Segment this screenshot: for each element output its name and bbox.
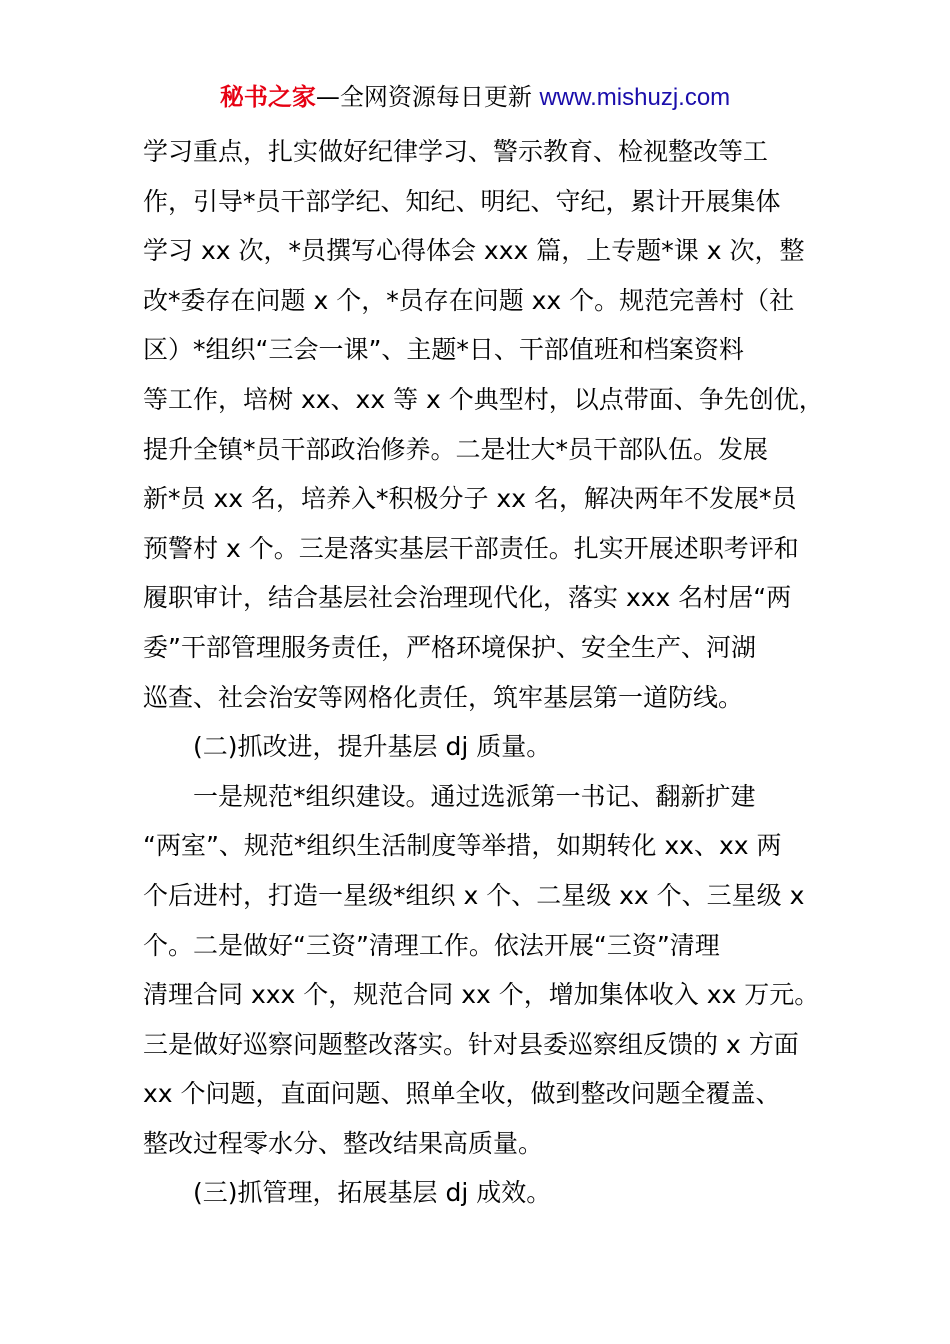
site-url[interactable]: www.mishuzj.com [539,84,731,111]
text-line: 个后进村，打造一星级*组织 x 个、二星级 xx 个、三星级 x [143,880,805,910]
text-line: 清理合同 xxx 个，规范合同 xx 个，增加集体收入 xx 万元。 [143,980,820,1010]
text-line: 预警村 x 个。三是落实基层干部责任。扎实开展述职考评和 [143,533,799,563]
text-line: 巡查、社会治安等网格化责任，筑牢基层第一道防线。 [143,682,744,712]
text-line: xx 个问题，直面问题、照单全收，做到整改问题全覆盖、 [143,1079,781,1109]
site-tagline: —全网资源每日更新 [315,83,532,111]
text-line: 委”干部管理服务责任，严格环境保护、安全生产、河湖 [143,632,756,662]
text-line: 作，引导*员干部学纪、知纪、明纪、守纪，累计开展集体 [143,186,781,216]
text-line: 整改过程零水分、整改结果高质量。 [143,1128,544,1158]
text-line: 学习 xx 次，*员撰写心得体会 xxx 篇，上专题*课 x 次，整 [143,236,805,266]
paragraph-1 [143,127,833,722]
paragraph-2 [143,772,833,1169]
site-brand: 秘书之家 [219,83,316,111]
site-header [0,80,950,115]
text-line: 个。二是做好“三资”清理工作。依法开展“三资”清理 [143,930,720,960]
heading-line: (三)抓管理，拓展基层 dj 成效。 [193,1178,552,1208]
text-line: 提升全镇*员干部政治修养。二是壮大*员干部队伍。发展 [143,434,769,464]
text-line: 学习重点，扎实做好纪律学习、警示教育、检视整改等工 [143,137,769,166]
text-line: 区）*组织“三会一课”、主题*日、干部值班和档案资料 [143,335,744,365]
text-line: 改*委存在问题 x 个，*员存在问题 xx 个。规范完善村（社 [143,285,795,315]
section-heading-3 [143,1168,833,1218]
text-line: 新*员 xx 名，培养入*积极分子 xx 名，解决两年不发展*员 [143,484,797,514]
text-line: 等工作，培树 xx、xx 等 x 个典型村，以点带面、争先创优， [143,384,824,414]
document-body [143,127,833,1218]
text-line: 三是做好巡察问题整改落实。针对县委巡察组反馈的 x 方面 [143,1029,799,1059]
heading-line: (二)抓改进，提升基层 dj 质量。 [193,732,552,762]
text-line: “两室”、规范*组织生活制度等举措，如期转化 xx、xx 两 [143,831,782,861]
text-line: 一是规范*组织建设。通过选派第一书记、翻新扩建 [193,781,756,811]
section-heading-2 [143,722,833,772]
text-line: 履职审计，结合基层社会治理现代化，落实 xxx 名村居“两 [143,583,792,613]
